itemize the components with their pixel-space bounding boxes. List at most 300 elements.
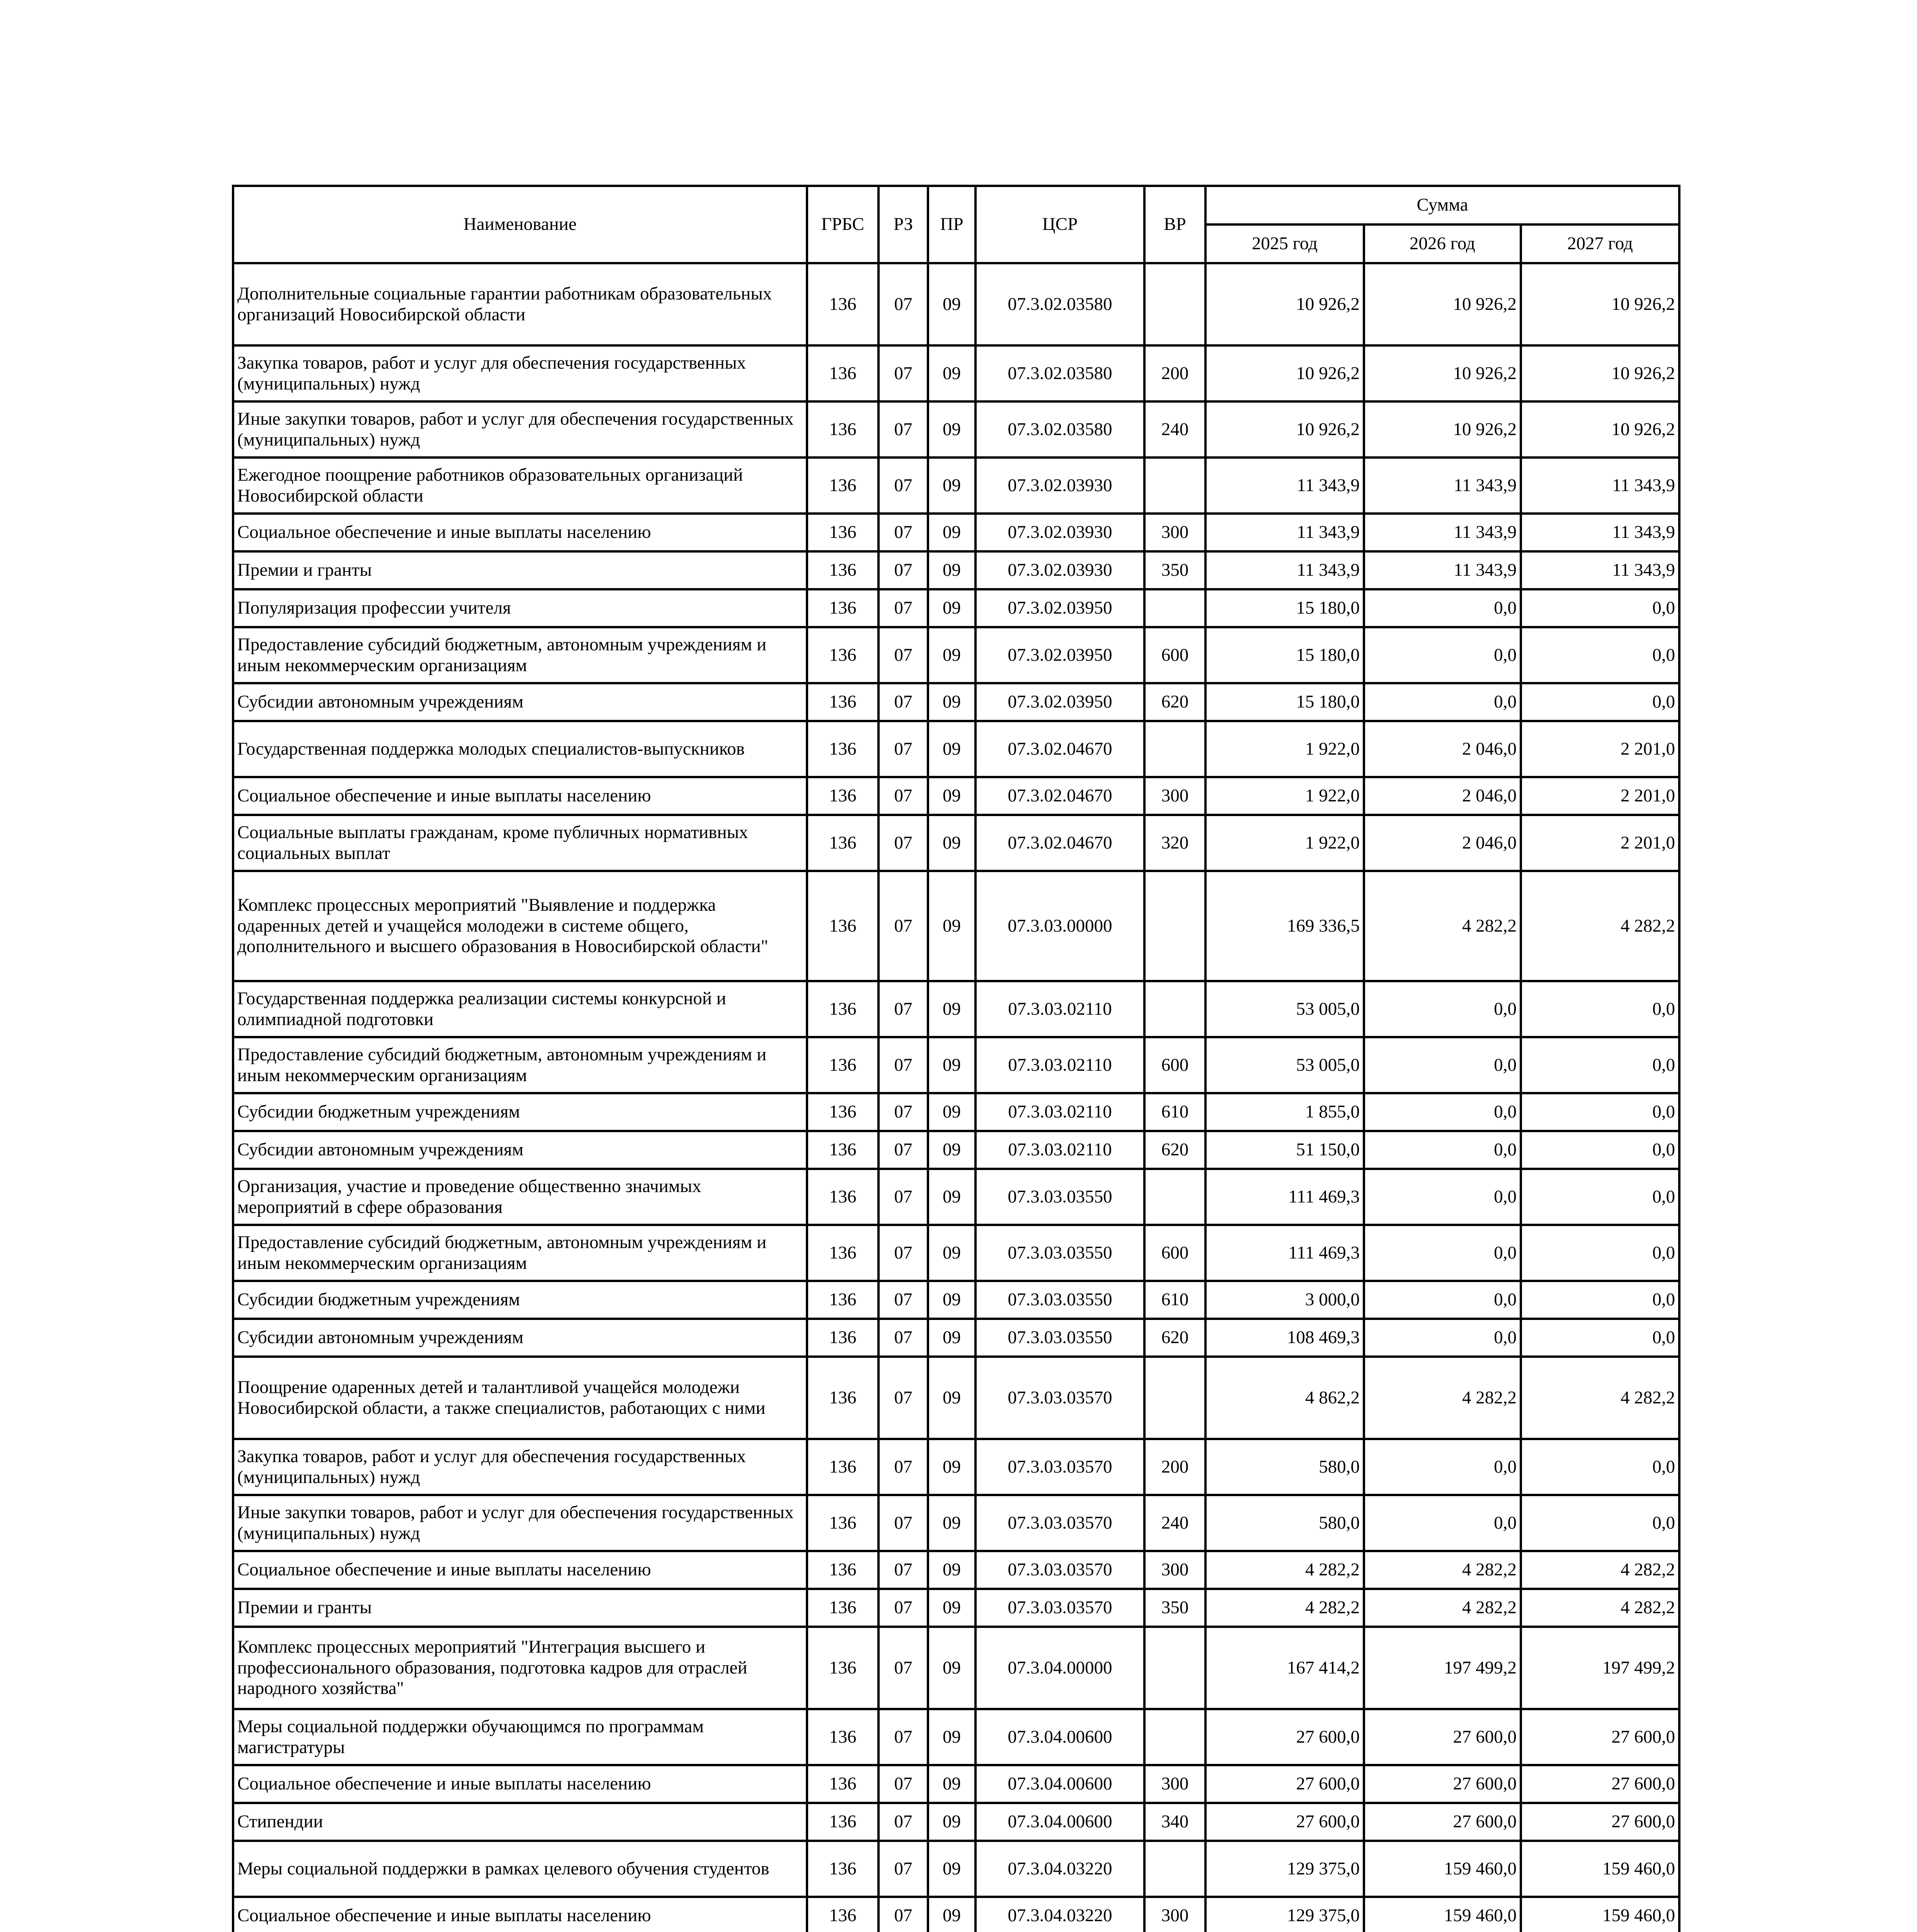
row-sum-2026: 4 282,2 [1364, 871, 1521, 981]
row-csr: 07.3.03.00000 [976, 871, 1144, 981]
row-rz: 07 [878, 1439, 928, 1495]
row-csr: 07.3.03.02110 [976, 1037, 1144, 1093]
row-sum-2025: 27 600,0 [1205, 1709, 1364, 1765]
row-vr: 350 [1144, 551, 1205, 589]
header-year-2026: 2026 год [1364, 224, 1521, 263]
row-rz: 07 [878, 1281, 928, 1319]
row-grbs: 136 [807, 871, 878, 981]
row-name: Комплекс процессных мероприятий "Выявление и поддержка одаренных детей и учащейся молодежи в системе общего, дополнительного и высшего образования в Новосибирской области" [233, 871, 807, 981]
row-name: Предоставление субсидий бюджетным, автономным учреждениям и иным некоммерческим организациям [233, 1037, 807, 1093]
row-sum-2026: 197 499,2 [1364, 1627, 1521, 1709]
row-sum-2025: 3 000,0 [1205, 1281, 1364, 1319]
row-csr: 07.3.03.03570 [976, 1357, 1144, 1439]
row-sum-2025: 4 282,2 [1205, 1589, 1364, 1627]
table-row [233, 1495, 1679, 1551]
table-row [233, 1357, 1679, 1439]
row-rz: 07 [878, 589, 928, 627]
row-sum-2027: 11 343,9 [1521, 514, 1679, 551]
row-vr: 300 [1144, 1551, 1205, 1589]
row-csr: 07.3.03.02110 [976, 1131, 1144, 1169]
row-csr: 07.3.04.00600 [976, 1803, 1144, 1841]
row-grbs: 136 [807, 1225, 878, 1281]
row-sum-2026: 0,0 [1364, 1169, 1521, 1225]
row-sum-2026: 10 926,2 [1364, 263, 1521, 345]
table-row [233, 551, 1679, 589]
row-sum-2026: 0,0 [1364, 1439, 1521, 1495]
header-pr: ПР [928, 186, 976, 263]
row-sum-2025: 27 600,0 [1205, 1803, 1364, 1841]
table-header [233, 186, 1679, 263]
row-pr: 09 [928, 345, 976, 401]
table-row [233, 401, 1679, 457]
header-csr: ЦСР [976, 186, 1144, 263]
row-sum-2026: 27 600,0 [1364, 1709, 1521, 1765]
row-pr: 09 [928, 1093, 976, 1131]
row-name: Премии и гранты [233, 551, 807, 589]
row-rz: 07 [878, 1225, 928, 1281]
row-sum-2026: 0,0 [1364, 1037, 1521, 1093]
row-name: Субсидии бюджетным учреждениям [233, 1093, 807, 1131]
row-vr: 300 [1144, 777, 1205, 815]
row-sum-2027: 0,0 [1521, 627, 1679, 683]
row-vr: 300 [1144, 1897, 1205, 1932]
row-sum-2026: 0,0 [1364, 1319, 1521, 1357]
row-pr: 09 [928, 589, 976, 627]
row-name: Социальное обеспечение и иные выплаты населению [233, 514, 807, 551]
row-rz: 07 [878, 721, 928, 777]
row-sum-2026: 0,0 [1364, 1093, 1521, 1131]
row-sum-2027: 4 282,2 [1521, 1551, 1679, 1589]
row-grbs: 136 [807, 1281, 878, 1319]
row-rz: 07 [878, 871, 928, 981]
row-sum-2025: 167 414,2 [1205, 1627, 1364, 1709]
row-csr: 07.3.02.03580 [976, 345, 1144, 401]
table-row [233, 345, 1679, 401]
row-pr: 09 [928, 1803, 976, 1841]
row-rz: 07 [878, 401, 928, 457]
row-grbs: 136 [807, 1627, 878, 1709]
row-grbs: 136 [807, 1169, 878, 1225]
row-vr [1144, 589, 1205, 627]
row-rz: 07 [878, 1131, 928, 1169]
row-rz: 07 [878, 345, 928, 401]
row-sum-2026: 11 343,9 [1364, 457, 1521, 514]
row-sum-2027: 0,0 [1521, 1439, 1679, 1495]
row-sum-2027: 159 460,0 [1521, 1841, 1679, 1897]
row-sum-2025: 129 375,0 [1205, 1897, 1364, 1932]
table-row [233, 777, 1679, 815]
row-rz: 07 [878, 1495, 928, 1551]
row-csr: 07.3.02.04670 [976, 815, 1144, 871]
row-sum-2026: 2 046,0 [1364, 815, 1521, 871]
row-vr: 300 [1144, 514, 1205, 551]
row-pr: 09 [928, 263, 976, 345]
row-sum-2027: 197 499,2 [1521, 1627, 1679, 1709]
row-vr [1144, 1709, 1205, 1765]
table-row [233, 514, 1679, 551]
row-vr [1144, 1841, 1205, 1897]
row-sum-2025: 10 926,2 [1205, 345, 1364, 401]
row-vr [1144, 1169, 1205, 1225]
row-sum-2026: 10 926,2 [1364, 401, 1521, 457]
row-vr: 600 [1144, 1225, 1205, 1281]
row-pr: 09 [928, 457, 976, 514]
table-row [233, 1765, 1679, 1803]
row-csr: 07.3.03.03550 [976, 1319, 1144, 1357]
row-sum-2026: 0,0 [1364, 981, 1521, 1037]
row-pr: 09 [928, 815, 976, 871]
row-grbs: 136 [807, 1037, 878, 1093]
row-csr: 07.3.02.03930 [976, 514, 1144, 551]
row-sum-2027: 10 926,2 [1521, 401, 1679, 457]
row-name: Государственная поддержка реализации системы конкурсной и олимпиадной подготовки [233, 981, 807, 1037]
row-pr: 09 [928, 1627, 976, 1709]
row-sum-2025: 15 180,0 [1205, 627, 1364, 683]
row-pr: 09 [928, 1319, 976, 1357]
row-sum-2027: 11 343,9 [1521, 457, 1679, 514]
header-grbs: ГРБС [807, 186, 878, 263]
table-row [233, 1225, 1679, 1281]
header-sum: Сумма [1205, 186, 1679, 224]
row-grbs: 136 [807, 1319, 878, 1357]
row-sum-2026: 0,0 [1364, 627, 1521, 683]
budget-table [232, 185, 1680, 1932]
table-row [233, 683, 1679, 721]
row-name: Премии и гранты [233, 1589, 807, 1627]
row-vr [1144, 871, 1205, 981]
row-name: Субсидии бюджетным учреждениям [233, 1281, 807, 1319]
row-csr: 07.3.02.03580 [976, 401, 1144, 457]
row-vr: 350 [1144, 1589, 1205, 1627]
row-sum-2027: 0,0 [1521, 1319, 1679, 1357]
row-vr: 300 [1144, 1765, 1205, 1803]
row-name: Комплекс процессных мероприятий "Интеграция высшего и профессионального образования, подготовка кадров для отраслей народного хозяйства" [233, 1627, 807, 1709]
row-csr: 07.3.04.00000 [976, 1627, 1144, 1709]
row-name: Социальное обеспечение и иные выплаты населению [233, 1551, 807, 1589]
row-sum-2026: 2 046,0 [1364, 721, 1521, 777]
row-sum-2027: 0,0 [1521, 1225, 1679, 1281]
row-grbs: 136 [807, 1841, 878, 1897]
row-sum-2026: 27 600,0 [1364, 1803, 1521, 1841]
row-csr: 07.3.03.02110 [976, 981, 1144, 1037]
row-name: Ежегодное поощрение работников образовательных организаций Новосибирской области [233, 457, 807, 514]
row-sum-2027: 0,0 [1521, 1281, 1679, 1319]
table-row [233, 1897, 1679, 1932]
row-sum-2027: 0,0 [1521, 1131, 1679, 1169]
row-name: Популяризация профессии учителя [233, 589, 807, 627]
row-sum-2027: 0,0 [1521, 1093, 1679, 1131]
row-sum-2025: 129 375,0 [1205, 1841, 1364, 1897]
table-row [233, 1551, 1679, 1589]
row-sum-2027: 0,0 [1521, 683, 1679, 721]
row-vr [1144, 263, 1205, 345]
row-csr: 07.3.03.02110 [976, 1093, 1144, 1131]
row-pr: 09 [928, 777, 976, 815]
table-row [233, 981, 1679, 1037]
row-sum-2027: 0,0 [1521, 1495, 1679, 1551]
row-name: Социальные выплаты гражданам, кроме публичных нормативных социальных выплат [233, 815, 807, 871]
row-rz: 07 [878, 1841, 928, 1897]
row-csr: 07.3.03.03570 [976, 1589, 1144, 1627]
row-name: Предоставление субсидий бюджетным, автономным учреждениям и иным некоммерческим организациям [233, 627, 807, 683]
row-name: Иные закупки товаров, работ и услуг для обеспечения государственных (муниципальных) нужд [233, 401, 807, 457]
row-rz: 07 [878, 1093, 928, 1131]
row-grbs: 136 [807, 777, 878, 815]
row-rz: 07 [878, 1765, 928, 1803]
row-csr: 07.3.02.03950 [976, 627, 1144, 683]
row-sum-2025: 15 180,0 [1205, 589, 1364, 627]
row-csr: 07.3.03.03570 [976, 1439, 1144, 1495]
row-sum-2025: 580,0 [1205, 1439, 1364, 1495]
row-rz: 07 [878, 1589, 928, 1627]
row-grbs: 136 [807, 683, 878, 721]
row-sum-2027: 0,0 [1521, 981, 1679, 1037]
row-sum-2027: 27 600,0 [1521, 1709, 1679, 1765]
row-sum-2027: 4 282,2 [1521, 871, 1679, 981]
row-csr: 07.3.02.04670 [976, 721, 1144, 777]
row-name: Меры социальной поддержки обучающимся по программам магистратуры [233, 1709, 807, 1765]
row-grbs: 136 [807, 589, 878, 627]
row-sum-2027: 4 282,2 [1521, 1589, 1679, 1627]
row-rz: 07 [878, 1169, 928, 1225]
row-vr: 600 [1144, 627, 1205, 683]
row-pr: 09 [928, 871, 976, 981]
row-name: Социальное обеспечение и иные выплаты населению [233, 1765, 807, 1803]
table-row [233, 1169, 1679, 1225]
row-vr [1144, 1627, 1205, 1709]
table-row [233, 589, 1679, 627]
row-grbs: 136 [807, 551, 878, 589]
row-name: Организация, участие и проведение общественно значимых мероприятий в сфере образования [233, 1169, 807, 1225]
row-grbs: 136 [807, 1439, 878, 1495]
row-sum-2025: 15 180,0 [1205, 683, 1364, 721]
row-sum-2025: 11 343,9 [1205, 514, 1364, 551]
table-row [233, 457, 1679, 514]
table-row [233, 1037, 1679, 1093]
row-pr: 09 [928, 1841, 976, 1897]
table-row [233, 1709, 1679, 1765]
row-grbs: 136 [807, 401, 878, 457]
row-name: Субсидии автономным учреждениям [233, 1319, 807, 1357]
row-vr [1144, 721, 1205, 777]
row-sum-2027: 0,0 [1521, 1037, 1679, 1093]
table-row [233, 815, 1679, 871]
row-csr: 07.3.03.03570 [976, 1551, 1144, 1589]
row-csr: 07.3.03.03550 [976, 1281, 1144, 1319]
row-grbs: 136 [807, 815, 878, 871]
row-sum-2026: 11 343,9 [1364, 514, 1521, 551]
row-csr: 07.3.04.00600 [976, 1709, 1144, 1765]
row-sum-2027: 2 201,0 [1521, 721, 1679, 777]
row-vr: 620 [1144, 683, 1205, 721]
row-pr: 09 [928, 721, 976, 777]
row-rz: 07 [878, 551, 928, 589]
row-grbs: 136 [807, 1765, 878, 1803]
row-vr: 610 [1144, 1093, 1205, 1131]
row-name: Закупка товаров, работ и услуг для обеспечения государственных (муниципальных) нужд [233, 1439, 807, 1495]
row-csr: 07.3.02.04670 [976, 777, 1144, 815]
row-rz: 07 [878, 514, 928, 551]
table-row [233, 1589, 1679, 1627]
row-name: Субсидии автономным учреждениям [233, 683, 807, 721]
row-sum-2026: 27 600,0 [1364, 1765, 1521, 1803]
row-csr: 07.3.03.03550 [976, 1225, 1144, 1281]
row-sum-2027: 2 201,0 [1521, 777, 1679, 815]
header-year-2025: 2025 год [1205, 224, 1364, 263]
row-name: Закупка товаров, работ и услуг для обеспечения государственных (муниципальных) нужд [233, 345, 807, 401]
row-csr: 07.3.02.03950 [976, 589, 1144, 627]
row-vr: 200 [1144, 1439, 1205, 1495]
row-grbs: 136 [807, 1551, 878, 1589]
row-sum-2025: 10 926,2 [1205, 401, 1364, 457]
row-sum-2025: 580,0 [1205, 1495, 1364, 1551]
row-sum-2026: 0,0 [1364, 589, 1521, 627]
row-pr: 09 [928, 1551, 976, 1589]
row-sum-2026: 10 926,2 [1364, 345, 1521, 401]
row-name: Субсидии автономным учреждениям [233, 1131, 807, 1169]
row-csr: 07.3.02.03930 [976, 457, 1144, 514]
row-sum-2027: 0,0 [1521, 589, 1679, 627]
row-csr: 07.3.03.03550 [976, 1169, 1144, 1225]
row-rz: 07 [878, 815, 928, 871]
row-rz: 07 [878, 457, 928, 514]
row-csr: 07.3.02.03580 [976, 263, 1144, 345]
row-pr: 09 [928, 1169, 976, 1225]
header-name: Наименование [233, 186, 807, 263]
row-grbs: 136 [807, 1589, 878, 1627]
row-pr: 09 [928, 627, 976, 683]
row-sum-2026: 11 343,9 [1364, 551, 1521, 589]
header-vr: ВР [1144, 186, 1205, 263]
row-name: Поощрение одаренных детей и талантливой учащейся молодежи Новосибирской области, а также специалистов, работающих с ними [233, 1357, 807, 1439]
row-vr: 320 [1144, 815, 1205, 871]
row-sum-2026: 0,0 [1364, 1225, 1521, 1281]
row-sum-2027: 10 926,2 [1521, 345, 1679, 401]
row-rz: 07 [878, 981, 928, 1037]
row-pr: 09 [928, 1495, 976, 1551]
row-name: Социальное обеспечение и иные выплаты населению [233, 1897, 807, 1932]
row-vr: 620 [1144, 1319, 1205, 1357]
row-vr: 600 [1144, 1037, 1205, 1093]
row-sum-2027: 27 600,0 [1521, 1803, 1679, 1841]
row-sum-2027: 10 926,2 [1521, 263, 1679, 345]
row-vr: 620 [1144, 1131, 1205, 1169]
row-sum-2027: 2 201,0 [1521, 815, 1679, 871]
row-rz: 07 [878, 1709, 928, 1765]
row-rz: 07 [878, 627, 928, 683]
row-vr [1144, 981, 1205, 1037]
row-sum-2025: 51 150,0 [1205, 1131, 1364, 1169]
row-sum-2026: 0,0 [1364, 1281, 1521, 1319]
row-grbs: 136 [807, 263, 878, 345]
row-pr: 09 [928, 981, 976, 1037]
row-pr: 09 [928, 401, 976, 457]
row-vr [1144, 457, 1205, 514]
row-grbs: 136 [807, 1803, 878, 1841]
row-pr: 09 [928, 551, 976, 589]
row-pr: 09 [928, 1225, 976, 1281]
table-row [233, 1319, 1679, 1357]
row-sum-2025: 111 469,3 [1205, 1225, 1364, 1281]
table-row [233, 871, 1679, 981]
row-sum-2025: 11 343,9 [1205, 551, 1364, 589]
row-sum-2026: 0,0 [1364, 1131, 1521, 1169]
row-pr: 09 [928, 1131, 976, 1169]
row-sum-2025: 1 922,0 [1205, 721, 1364, 777]
row-name: Меры социальной поддержки в рамках целевого обучения студентов [233, 1841, 807, 1897]
row-csr: 07.3.02.03930 [976, 551, 1144, 589]
row-grbs: 136 [807, 457, 878, 514]
row-vr: 240 [1144, 401, 1205, 457]
row-grbs: 136 [807, 981, 878, 1037]
row-rz: 07 [878, 1803, 928, 1841]
row-pr: 09 [928, 1709, 976, 1765]
row-rz: 07 [878, 777, 928, 815]
row-sum-2025: 53 005,0 [1205, 981, 1364, 1037]
row-sum-2027: 159 460,0 [1521, 1897, 1679, 1932]
row-csr: 07.3.03.03570 [976, 1495, 1144, 1551]
row-vr: 340 [1144, 1803, 1205, 1841]
row-sum-2025: 53 005,0 [1205, 1037, 1364, 1093]
row-rz: 07 [878, 683, 928, 721]
row-pr: 09 [928, 1357, 976, 1439]
row-sum-2027: 4 282,2 [1521, 1357, 1679, 1439]
row-sum-2026: 159 460,0 [1364, 1841, 1521, 1897]
row-rz: 07 [878, 1897, 928, 1932]
row-pr: 09 [928, 1037, 976, 1093]
row-rz: 07 [878, 1319, 928, 1357]
row-sum-2025: 111 469,3 [1205, 1169, 1364, 1225]
row-name: Дополнительные социальные гарантии работникам образовательных организаций Новосибирской области [233, 263, 807, 345]
row-name: Стипендии [233, 1803, 807, 1841]
table-body [233, 263, 1679, 1932]
row-pr: 09 [928, 1897, 976, 1932]
row-sum-2025: 108 469,3 [1205, 1319, 1364, 1357]
row-sum-2026: 4 282,2 [1364, 1551, 1521, 1589]
header-year-2027: 2027 год [1521, 224, 1679, 263]
row-sum-2025: 169 336,5 [1205, 871, 1364, 981]
row-name: Государственная поддержка молодых специалистов-выпускников [233, 721, 807, 777]
row-sum-2027: 11 343,9 [1521, 551, 1679, 589]
row-vr: 610 [1144, 1281, 1205, 1319]
row-grbs: 136 [807, 627, 878, 683]
header-rz: РЗ [878, 186, 928, 263]
row-pr: 09 [928, 514, 976, 551]
row-sum-2026: 0,0 [1364, 1495, 1521, 1551]
row-grbs: 136 [807, 1093, 878, 1131]
row-pr: 09 [928, 1589, 976, 1627]
table-row [233, 1803, 1679, 1841]
row-grbs: 136 [807, 1131, 878, 1169]
table-row [233, 1093, 1679, 1131]
row-sum-2025: 1 855,0 [1205, 1093, 1364, 1131]
row-sum-2027: 27 600,0 [1521, 1765, 1679, 1803]
row-csr: 07.3.04.03220 [976, 1841, 1144, 1897]
table-row [233, 721, 1679, 777]
row-vr: 200 [1144, 345, 1205, 401]
row-rz: 07 [878, 263, 928, 345]
row-sum-2025: 1 922,0 [1205, 777, 1364, 815]
row-rz: 07 [878, 1357, 928, 1439]
row-grbs: 136 [807, 1357, 878, 1439]
row-grbs: 136 [807, 514, 878, 551]
table-row [233, 1841, 1679, 1897]
row-sum-2025: 11 343,9 [1205, 457, 1364, 514]
row-sum-2025: 1 922,0 [1205, 815, 1364, 871]
row-grbs: 136 [807, 1897, 878, 1932]
row-pr: 09 [928, 1765, 976, 1803]
row-sum-2025: 10 926,2 [1205, 263, 1364, 345]
